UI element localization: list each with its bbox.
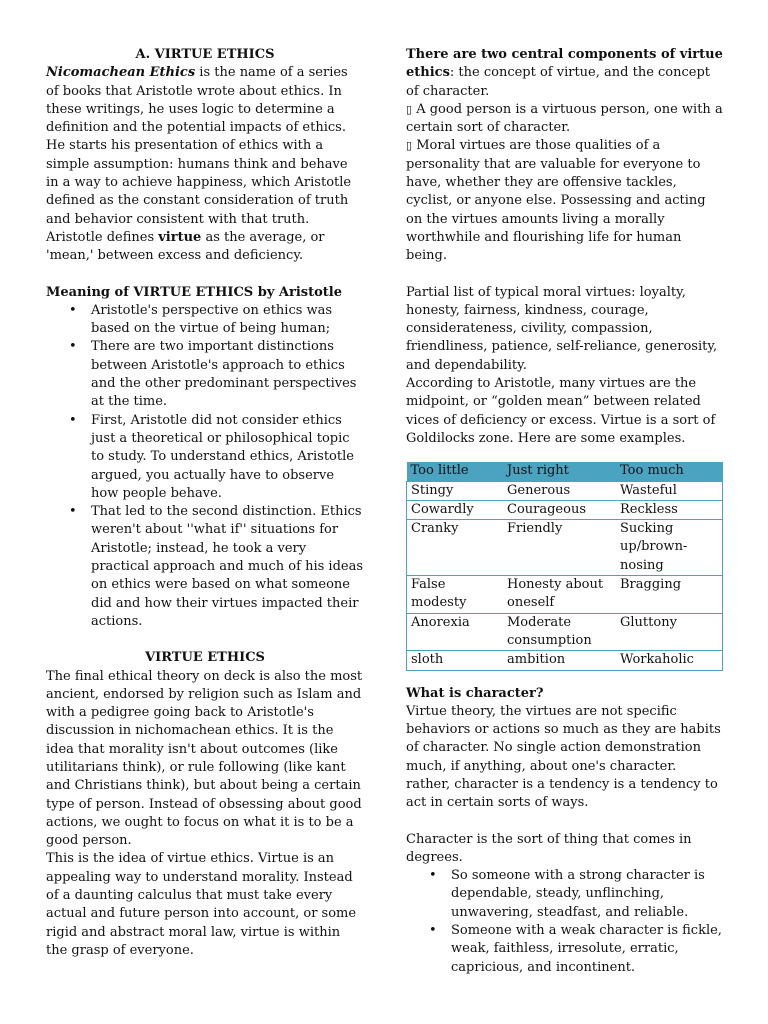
- table-row: [407, 520, 723, 576]
- list-item: • First, Aristotle did not consider ethics just a theoretical or philosophical topic to study. To understand ethics, Aristotle argued, you actually have to observe how people behave.: [91, 412, 364, 503]
- placeholder-glyph-icon: ▯: [406, 102, 413, 116]
- table-cell: Anorexia: [407, 613, 504, 651]
- point-text: A good person is a virtuous person, one with a certain sort of character.: [406, 101, 723, 136]
- table-cell: Gluttony: [616, 613, 723, 651]
- table-cell: Courageous: [503, 500, 616, 519]
- virtue-ethics-paragraph-1: The final ethical theory on deck is also the most ancient, endorsed by religion such as Islam and with a pedigree going back to Aristotle's discussion in nichomachean ethics. It is the idea that morality isn't about outcomes (like utilitarians think), or rule following (like kant and Christians think), but about being a certain type of person. Instead of obsessing about good actions, we ought to focus on what it is to be a good person.: [46, 668, 363, 849]
- intro-paragraph: [46, 64, 364, 229]
- table-cell: Bragging: [616, 576, 723, 614]
- degrees-paragraph: Character is the sort of thing that comes in degrees.: [406, 831, 692, 865]
- table-row: [407, 481, 723, 500]
- intro-title: Nicomachean Ethics: [46, 65, 196, 81]
- table-cell: Wasteful: [616, 481, 723, 500]
- section-heading-virtue-ethics: A. VIRTUE ETHICS: [135, 47, 275, 62]
- partial-list-paragraph: Partial list of typical moral virtues: loyalty, honesty, fairness, kindness, courage, considerateness, civility, compassion, friendliness, patience, self-reliance, generosity, and dependability.: [406, 284, 718, 373]
- table-cell: Stingy: [407, 481, 504, 500]
- table-cell: Honesty about oneself: [503, 576, 616, 614]
- table-cell: Cowardly: [407, 500, 504, 519]
- table-cell: Cranky: [407, 520, 504, 576]
- virtue-ethics-subheading: VIRTUE ETHICS: [145, 650, 265, 666]
- table-cell: Reckless: [616, 500, 723, 519]
- table-header-cell: Just right: [503, 462, 616, 481]
- list-item: • That led to the second distinction. Ethics weren't about ''what if'' situations for Aristotle; instead, he took a very practical approach and much of his ideas on ethics were based on what someone did and how their virtues impacted their actions.: [91, 503, 364, 631]
- point-text: Moral virtues are those qualities of a personality that are valuable for everyone to have, whether they are offensive tackles, cyclist, or anyone else. Possessing and acting on the virtues amounts living a morally worthwhile and flourishing life for human being.: [406, 138, 706, 264]
- point-good-person: [406, 101, 724, 138]
- definition-prefix: Aristotle defines: [46, 229, 159, 245]
- list-item: • Aristotle's perspective on ethics was based on the virtue of being human;: [91, 302, 364, 339]
- character-heading: What is character?: [406, 685, 544, 701]
- list-item: • There are two important distinctions between Aristotle's approach to ethics and the other predominant perspectives at the time.: [91, 338, 364, 411]
- definition-suffix: as the average, or 'mean,' between excess and deficiency.: [46, 229, 325, 264]
- point-moral-virtues: [406, 137, 724, 265]
- table-cell: ambition: [503, 651, 616, 670]
- table-header-cell: Too much: [616, 462, 723, 481]
- table-cell: Friendly: [503, 520, 616, 576]
- golden-mean-paragraph: According to Aristotle, many virtues are the midpoint, or “golden mean” between related vices of deficiency or excess. Virtue is a sort of Goldilocks zone. Here are some examples.: [406, 376, 716, 446]
- table-row: [407, 613, 723, 651]
- list-item: • Someone with a weak character is fickle, weak, faithless, irresolute, erratic, capricious, and incontinent.: [451, 922, 724, 977]
- table-row: [407, 576, 723, 614]
- placeholder-glyph-icon: ▯: [406, 139, 413, 153]
- table-cell: sloth: [407, 651, 504, 670]
- components-text: : the concept of virtue, and the concept of character.: [406, 65, 711, 99]
- table-row: [407, 500, 723, 519]
- table-cell: Moderate consumption: [503, 613, 616, 651]
- right-column: [406, 46, 724, 977]
- table-cell: Generous: [503, 481, 616, 500]
- virtues-table: [406, 462, 723, 670]
- components-lead: There are two central components of virtue ethics: [406, 47, 723, 81]
- definition-term: virtue: [158, 229, 202, 245]
- table-cell: Workaholic: [616, 651, 723, 670]
- meaning-heading: Meaning of VIRTUE ETHICS by Aristotle: [46, 284, 342, 300]
- list-item: • So someone with a strong character is dependable, steady, unflinching, unwavering, steadfast, and reliable.: [451, 867, 724, 922]
- intro-text: is the name of a series of books that Aristotle wrote about ethics. In these writings, he uses logic to determine a definition and the potential impacts of ethics. He starts his presentation of ethics with a simple assumption: humans think and behave in a way to achieve happiness, which Aristotle defined as the constant consideration of truth and behavior consistent with that truth.: [46, 65, 352, 227]
- degrees-bullet-list: [406, 867, 724, 977]
- table-row: [407, 651, 723, 670]
- left-column: [46, 46, 364, 960]
- virtue-definition: [46, 229, 364, 266]
- table-cell: False modesty: [407, 576, 504, 614]
- components-paragraph: [406, 46, 724, 101]
- character-paragraph: Virtue theory, the virtues are not specific behaviors or actions so much as they are habits of character. No single action demonstration much, if anything, about one's character. rather, character is a tendency is a tendency to act in certain sorts of ways.: [406, 703, 721, 811]
- table-header-cell: Too little: [407, 462, 504, 481]
- meaning-bullet-list: [46, 302, 364, 631]
- virtue-ethics-paragraph-2: This is the idea of virtue ethics. Virtue is an appealing way to understand morality. Instead of a daunting calculus that must take every actual and future person into account, or some rigid and abstract moral law, virtue is within the grasp of everyone.: [46, 851, 357, 958]
- table-cell: Sucking up/brown-nosing: [616, 520, 723, 576]
- table-header-row: [407, 462, 723, 481]
